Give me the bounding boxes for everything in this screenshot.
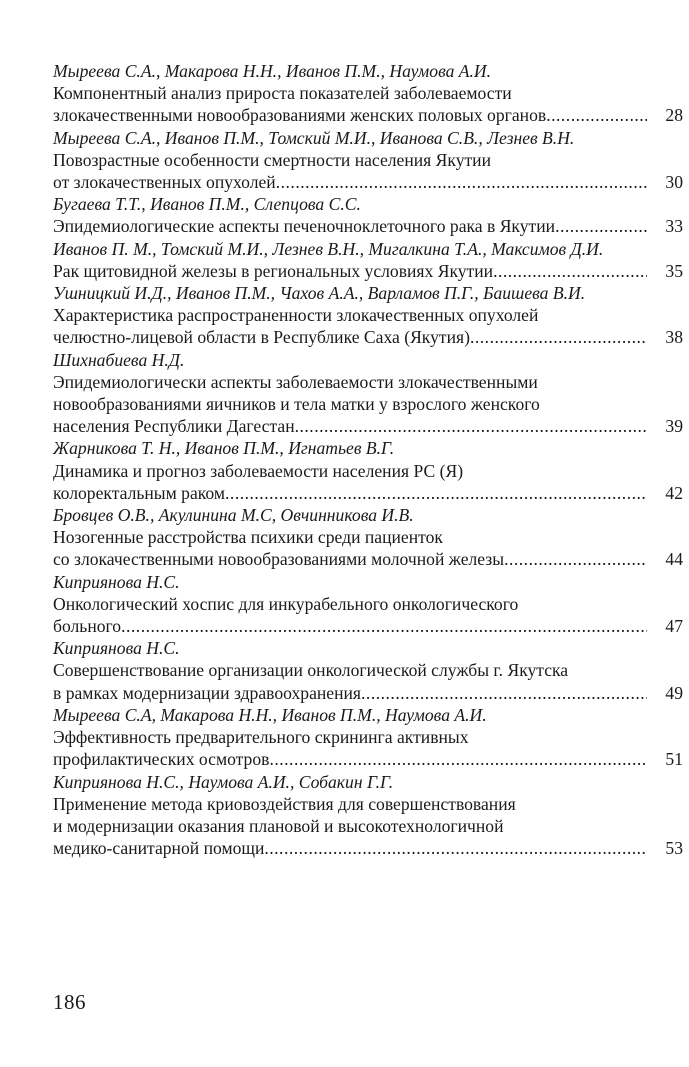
dot-leader (121, 615, 647, 637)
toc-entry-page-number[interactable]: 44 (665, 549, 683, 570)
toc-entry-authors: Бровцев О.В., Акулинина М.С, Овчинникова И.В. (53, 505, 414, 526)
dot-leader (361, 682, 647, 704)
toc-entry-last-line (53, 482, 683, 504)
toc-entry-title-line: Нозогенные расстройства психики среди пациенток (53, 527, 443, 548)
toc-entry[interactable] (53, 127, 683, 194)
toc-entry-page-number[interactable]: 49 (665, 682, 683, 703)
toc-entry-title-end: медико-санитарной помощи (53, 838, 265, 859)
dot-leader (264, 837, 647, 859)
toc-entry-title-line: Компонентный анализ прироста показателей заболеваемости (53, 83, 512, 104)
toc-entry-page-number[interactable]: 51 (665, 749, 683, 770)
toc-entry-last-line (53, 260, 683, 282)
toc-entry-title-line: Эпидемиологически аспекты заболеваемости злокачественными (53, 371, 538, 392)
toc-entry-authors: Иванов П. М., Томский М.И., Лезнев В.Н., Мигалкина Т.А., Максимов Д.И. (53, 238, 604, 259)
toc-entry-last-line (53, 104, 683, 126)
toc-entry-page-number[interactable]: 53 (665, 838, 683, 859)
toc-entry-page-number[interactable]: 38 (665, 327, 683, 348)
toc-entry[interactable] (53, 349, 683, 438)
dot-leader (504, 548, 647, 570)
toc-entry-title-line: Динамика и прогноз заболеваемости населения РС (Я) (53, 460, 464, 481)
toc-entry-authors: Шихнабиева Н.Д. (53, 349, 185, 370)
toc-entry[interactable] (53, 282, 683, 349)
toc-entry-page-number[interactable]: 39 (665, 416, 683, 437)
toc-entry-authors: Киприянова Н.С., Наумова А.И., Собакин Г.Г. (53, 771, 394, 792)
toc-entry-last-line (53, 837, 683, 859)
toc-entry[interactable] (53, 238, 683, 282)
toc-entry-title-end: больного (53, 616, 122, 637)
toc-entry-title-end: злокачественными новообразованиями женских половых органов (53, 105, 547, 126)
toc-entry-authors: Мыреева С.А., Иванов П.М., Томский М.И., Иванова С.В., Лезнев В.Н. (53, 127, 575, 148)
toc-entry-last-line (53, 615, 683, 637)
toc-entry-title-line: и модернизации оказания плановой и высокотехнологичной (53, 815, 504, 836)
toc-entry-title-end: в рамках модернизации здравоохранения (53, 682, 362, 703)
dot-leader (295, 415, 647, 437)
toc-entry[interactable] (53, 193, 683, 237)
toc-entry-authors: Ушницкий И.Д., Иванов П.М., Чахов А.А., Варламов П.Г., Баишева В.И. (53, 283, 586, 304)
toc-entry[interactable] (53, 437, 683, 504)
toc-entries (53, 60, 683, 859)
toc-entry-title-end: колоректальным раком (53, 482, 226, 503)
toc-entry-title-line: Применение метода криовоздействия для совершенствования (53, 793, 516, 814)
toc-entry[interactable] (53, 60, 683, 127)
toc-entry-title-end: населения Республики Дагестан (53, 416, 295, 437)
toc-entry-title-line: новообразованиями яичников и тела матки у взрослого женского (53, 394, 540, 415)
page-number: 186 (53, 990, 86, 1014)
toc-entry-last-line (53, 171, 683, 193)
dot-leader (276, 171, 647, 193)
toc-entry-last-line (53, 748, 683, 770)
toc-entry-title-line: Совершенствование организации онкологической службы г. Якутска (53, 660, 569, 681)
toc-entry-authors: Бугаева Т.Т., Иванов П.М., Слепцова С.С. (53, 194, 361, 215)
toc-entry-last-line (53, 682, 683, 704)
toc-entry-title-end: со злокачественными новообразованиями молочной железы (53, 549, 505, 570)
toc-entry[interactable] (53, 504, 683, 571)
toc-entry-last-line (53, 326, 683, 348)
toc-entry-authors: Жарникова Т. Н., Иванов П.М., Игнатьев В.Г. (53, 438, 395, 459)
toc-entry-title-end: от злокачественных опухолей (53, 172, 276, 193)
toc-entry-title-end: профилактических осмотров (53, 749, 270, 770)
table-of-contents (53, 60, 683, 859)
toc-entry-authors: Киприянова Н.С. (53, 571, 180, 592)
toc-entry[interactable] (53, 571, 683, 638)
dot-leader (555, 215, 649, 237)
toc-entry-title-end: Рак щитовидной железы в региональных условиях Якутии (53, 260, 494, 281)
dot-leader (470, 326, 647, 348)
toc-entry-authors: Киприянова Н.С. (53, 638, 180, 659)
toc-entry-page-number[interactable]: 33 (665, 216, 683, 237)
toc-entry-last-line (53, 548, 683, 570)
toc-entry-title-end: Эпидемиологические аспекты печеночноклеточного рака в Якутии (53, 216, 556, 237)
toc-entry-title-line: Повозрастные особенности смертности населения Якутии (53, 149, 492, 170)
dot-leader (546, 104, 647, 126)
toc-entry-page-number[interactable]: 35 (665, 260, 683, 281)
toc-entry[interactable] (53, 771, 683, 860)
dot-leader (225, 482, 647, 504)
toc-entry-page-number[interactable]: 42 (665, 482, 683, 503)
toc-entry[interactable] (53, 637, 683, 704)
toc-entry-title-line: Эффективность предварительного скрининга активных (53, 727, 469, 748)
toc-entry-last-line (53, 215, 683, 237)
toc-entry-page-number[interactable]: 30 (665, 172, 683, 193)
toc-entry-title-end: челюстно-лицевой области в Республике Саха (Якутия) (53, 327, 470, 348)
toc-entry-authors: Мыреева С.А., Макарова Н.Н., Иванов П.М., Наумова А.И. (53, 61, 492, 81)
toc-entry-last-line (53, 415, 683, 437)
toc-entry[interactable] (53, 704, 683, 771)
toc-entry-page-number[interactable]: 47 (665, 616, 683, 637)
toc-entry-title-line: Онкологический хоспис для инкурабельного онкологического (53, 593, 519, 614)
dot-leader (493, 260, 647, 282)
toc-entry-title-line: Характеристика распространенности злокачественных опухолей (53, 305, 539, 326)
toc-entry-authors: Мыреева С.А, Макарова Н.Н., Иванов П.М., Наумова А.И. (53, 704, 487, 725)
toc-entry-page-number[interactable]: 28 (665, 105, 683, 126)
dot-leader (269, 748, 647, 770)
